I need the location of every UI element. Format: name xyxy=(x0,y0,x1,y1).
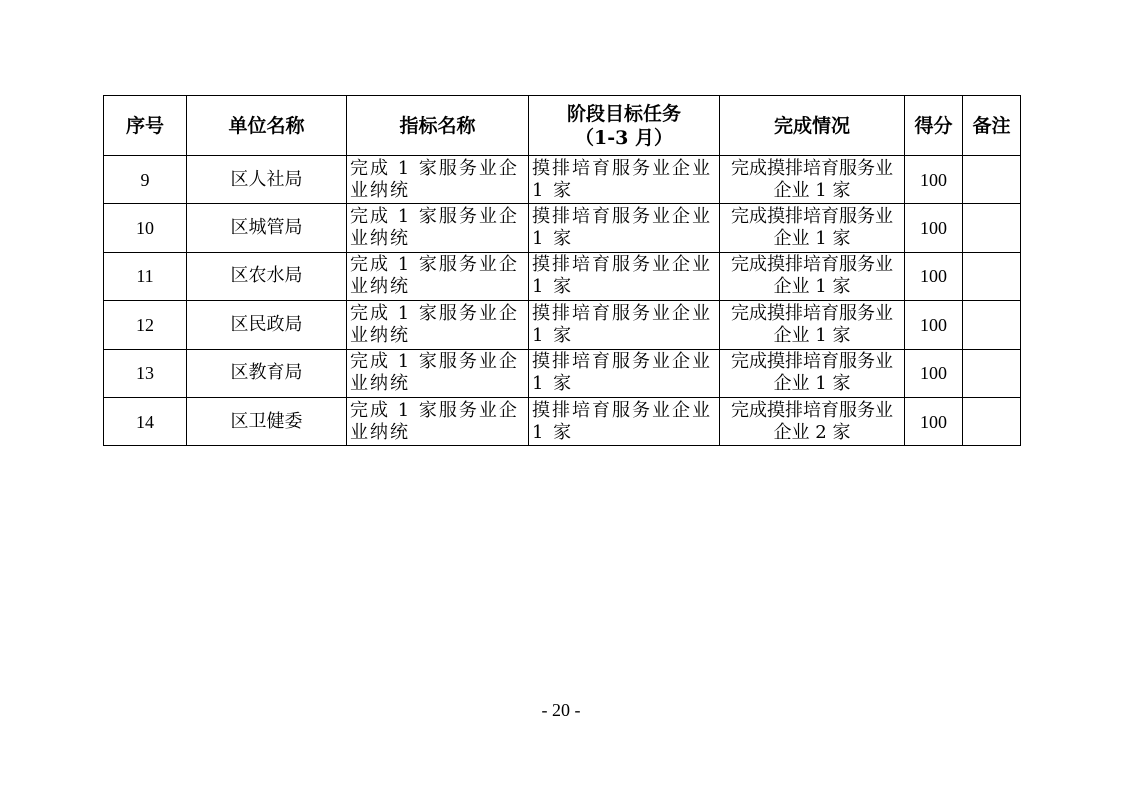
cell-score: 100 xyxy=(905,397,963,445)
cell-task: 摸排培育服务业企业 1 家 xyxy=(529,397,720,445)
cell-status: 完成摸排培育服务业企业 2 家 xyxy=(720,397,905,445)
cell-seq: 11 xyxy=(104,252,187,300)
cell-seq: 9 xyxy=(104,156,187,204)
cell-remark xyxy=(963,301,1021,349)
cell-score: 100 xyxy=(905,301,963,349)
cell-task: 摸排培育服务业企业 1 家 xyxy=(529,204,720,252)
table-row xyxy=(104,349,1021,397)
header-score: 得分 xyxy=(905,96,963,156)
cell-unit: 区人社局 xyxy=(187,156,347,204)
header-row xyxy=(104,96,1021,156)
cell-indicator: 完成 1 家服务业企业纳统 xyxy=(347,349,529,397)
cell-score: 100 xyxy=(905,204,963,252)
table-header xyxy=(104,96,1021,156)
cell-status: 完成摸排培育服务业企业 1 家 xyxy=(720,252,905,300)
cell-indicator: 完成 1 家服务业企业纳统 xyxy=(347,301,529,349)
cell-remark xyxy=(963,349,1021,397)
cell-unit: 区卫健委 xyxy=(187,397,347,445)
cell-status: 完成摸排培育服务业企业 1 家 xyxy=(720,204,905,252)
cell-task: 摸排培育服务业企业 1 家 xyxy=(529,301,720,349)
cell-remark xyxy=(963,156,1021,204)
header-task-line1: 阶段目标任务 xyxy=(566,102,681,125)
header-status: 完成情况 xyxy=(720,96,905,156)
cell-remark xyxy=(963,397,1021,445)
header-unit: 单位名称 xyxy=(187,96,347,156)
page-number: - 20 - xyxy=(541,700,581,720)
cell-remark xyxy=(963,252,1021,300)
cell-unit: 区教育局 xyxy=(187,349,347,397)
table-row xyxy=(104,156,1021,204)
cell-indicator: 完成 1 家服务业企业纳统 xyxy=(347,397,529,445)
cell-unit: 区民政局 xyxy=(187,301,347,349)
cell-seq: 13 xyxy=(104,349,187,397)
cell-seq: 14 xyxy=(104,397,187,445)
header-task xyxy=(529,96,720,156)
cell-remark xyxy=(963,204,1021,252)
table-row xyxy=(104,252,1021,300)
assessment-table xyxy=(103,95,1021,446)
cell-status: 完成摸排培育服务业企业 1 家 xyxy=(720,349,905,397)
header-seq: 序号 xyxy=(104,96,187,156)
table-row xyxy=(104,397,1021,445)
cell-unit: 区农水局 xyxy=(187,252,347,300)
cell-seq: 12 xyxy=(104,301,187,349)
cell-task: 摸排培育服务业企业 1 家 xyxy=(529,252,720,300)
cell-indicator: 完成 1 家服务业企业纳统 xyxy=(347,252,529,300)
table-body xyxy=(104,156,1021,446)
cell-indicator: 完成 1 家服务业企业纳统 xyxy=(347,156,529,204)
table-row xyxy=(104,301,1021,349)
cell-score: 100 xyxy=(905,252,963,300)
cell-unit: 区城管局 xyxy=(187,204,347,252)
cell-score: 100 xyxy=(905,156,963,204)
cell-task: 摸排培育服务业企业 1 家 xyxy=(529,156,720,204)
cell-status: 完成摸排培育服务业企业 1 家 xyxy=(720,301,905,349)
header-task-line2: （1-3 月） xyxy=(575,126,673,149)
header-remark: 备注 xyxy=(963,96,1021,156)
table-row xyxy=(104,204,1021,252)
header-indicator: 指标名称 xyxy=(347,96,529,156)
cell-indicator: 完成 1 家服务业企业纳统 xyxy=(347,204,529,252)
cell-seq: 10 xyxy=(104,204,187,252)
cell-score: 100 xyxy=(905,349,963,397)
cell-task: 摸排培育服务业企业 1 家 xyxy=(529,349,720,397)
cell-status: 完成摸排培育服务业企业 1 家 xyxy=(720,156,905,204)
